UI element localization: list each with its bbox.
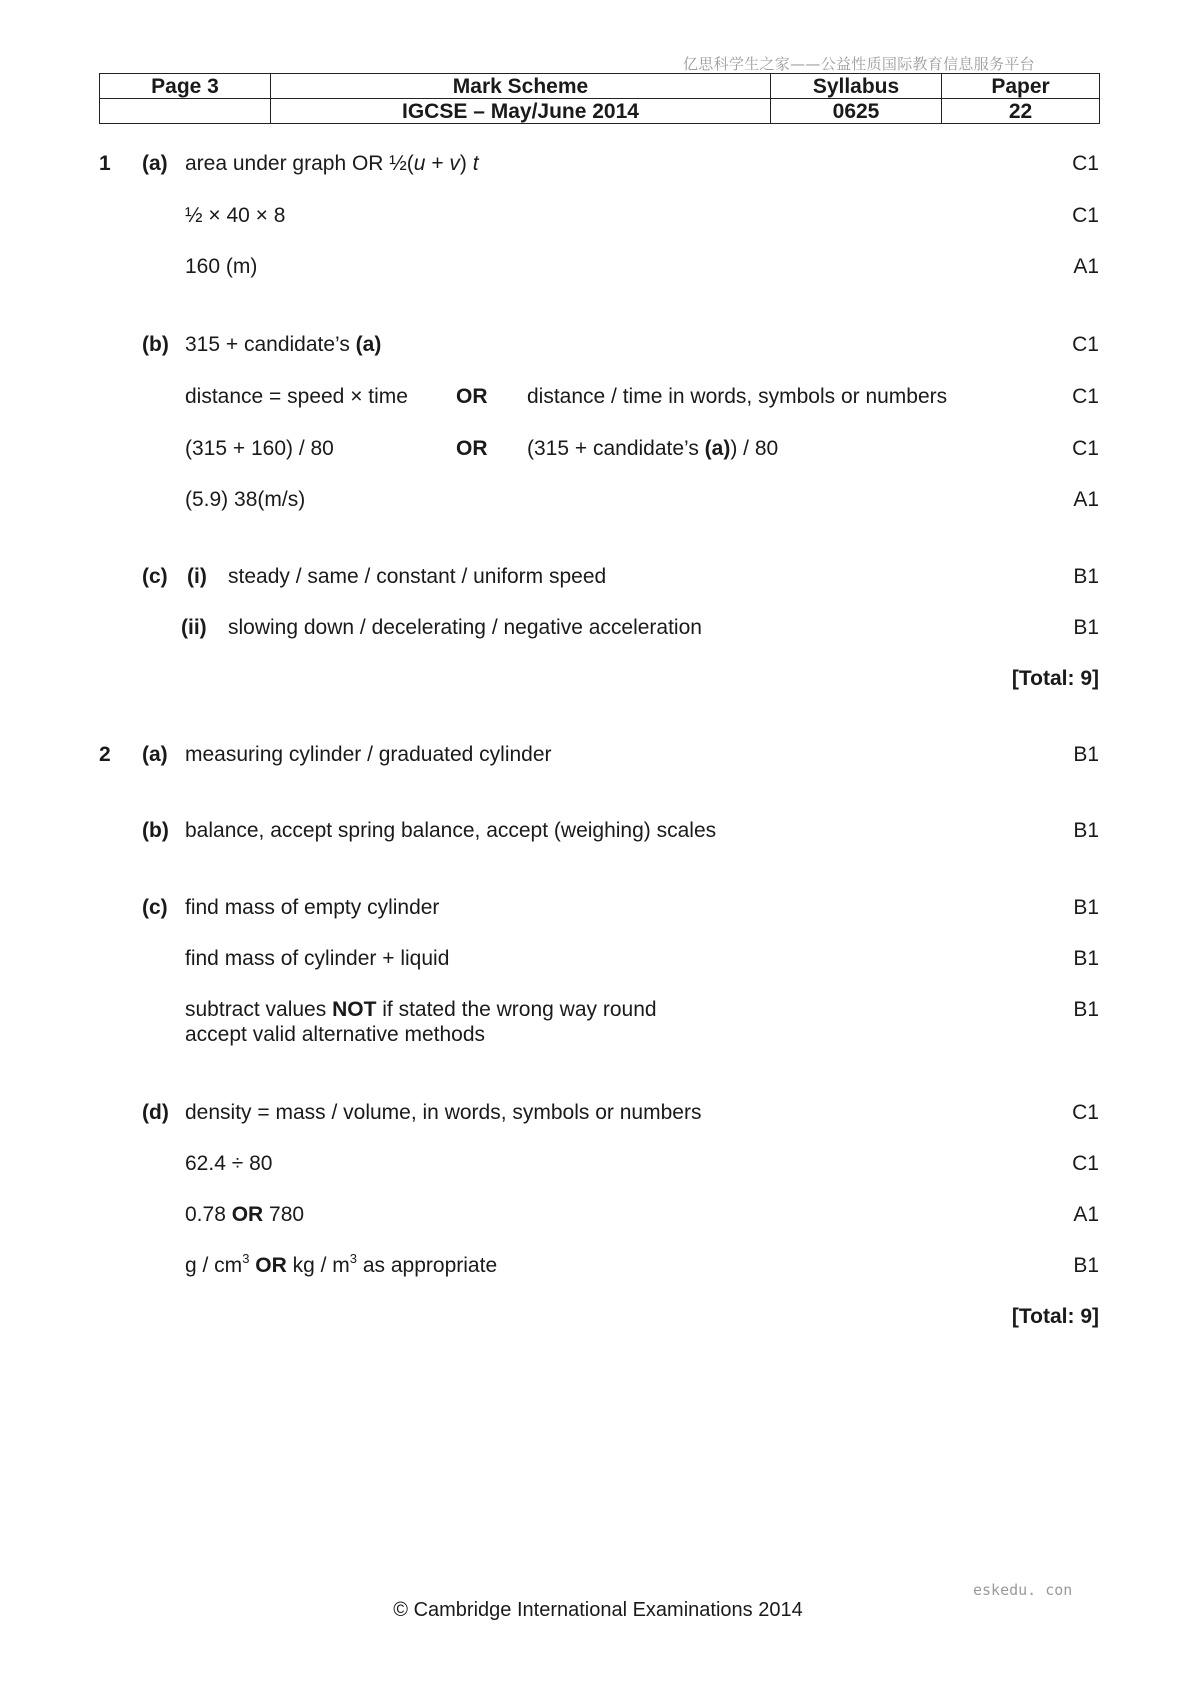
header-syllabus-label: Syllabus (771, 74, 942, 99)
q1a-line1-mark: C1 (1072, 152, 1099, 175)
q2c-line2-mark: B1 (1073, 947, 1099, 970)
q1b-line4: (5.9) 38(m/s) (185, 488, 306, 511)
watermark-bottom: eskedu. con (973, 1581, 1073, 1599)
q2a-label: (a) (142, 743, 168, 766)
question-2-number: 2 (99, 743, 111, 766)
q1c-label: (c) (142, 565, 168, 588)
q2d-line2: 62.4 ÷ 80 (185, 1152, 273, 1175)
q1b-line3-left: (315 + 160) / 80 (185, 437, 334, 460)
q2d-line1-mark: C1 (1072, 1101, 1099, 1124)
q1b-line3-mark: C1 (1072, 437, 1099, 460)
q1b-line3-right: (315 + candidate’s (a)) / 80 (527, 437, 779, 460)
q2-total: [Total: 9] (1011, 1305, 1099, 1328)
header-mark-scheme: Mark Scheme (271, 74, 771, 99)
q2c-line4: accept valid alternative methods (185, 1023, 485, 1046)
header-paper: 22 (942, 99, 1100, 124)
q1c-i-text: steady / same / constant / uniform speed (228, 565, 607, 588)
question-1-number: 1 (99, 152, 111, 175)
q2c-line2: find mass of cylinder + liquid (185, 947, 450, 970)
q2b-label: (b) (142, 819, 169, 842)
q2b-mark: B1 (1073, 819, 1099, 842)
q2b-text: balance, accept spring balance, accept (weighing) scales (185, 819, 717, 842)
q1c-i-mark: B1 (1073, 565, 1099, 588)
header-paper-label: Paper (942, 74, 1100, 99)
q2d-line3: 0.78 OR 780 (185, 1203, 305, 1226)
header-syllabus: 0625 (771, 99, 942, 124)
q1b-line2-right: distance / time in words, symbols or numbers (527, 385, 948, 408)
header-empty-cell (100, 99, 271, 124)
q1b-line1-mark: C1 (1072, 333, 1099, 356)
q1b-label: (b) (142, 333, 169, 356)
q1a-line2: ½ × 40 × 8 (185, 204, 286, 227)
q2c-line3: subtract values NOT if stated the wrong way round (185, 998, 657, 1021)
q1c-ii-label: (ii) (181, 616, 207, 639)
q2c-line3-mark: B1 (1073, 998, 1099, 1021)
q2d-line4: g / $cm^3$ OR kg / $m^3$ as appropriate (185, 1251, 498, 1277)
q1c-i-label: (i) (187, 565, 207, 588)
q1-total: [Total: 9] (1011, 667, 1099, 690)
q1b-line4-mark: A1 (1073, 488, 1099, 511)
q1b-line2-left: distance = speed × time (185, 385, 408, 408)
q2d-line4-mark: B1 (1073, 1254, 1099, 1277)
q2d-line1: density = mass / volume, in words, symbols or numbers (185, 1101, 702, 1124)
q1a-line3: 160 (m) (185, 255, 258, 278)
q1c-ii-mark: B1 (1073, 616, 1099, 639)
q1a-label: (a) (142, 152, 168, 175)
q1b-line3-or: OR (456, 437, 488, 460)
q1a-line2-mark: C1 (1072, 204, 1099, 227)
q2d-line3-mark: A1 (1073, 1203, 1099, 1226)
q1a-line3-mark: A1 (1073, 255, 1099, 278)
q1a-line1: area under graph OR ½(u + v) t (185, 152, 479, 175)
q2c-line1-mark: B1 (1073, 896, 1099, 919)
q2d-label: (d) (142, 1101, 169, 1124)
q1c-ii-text: slowing down / decelerating / negative acceleration (228, 616, 702, 639)
q1b-line2-or: OR (456, 385, 488, 408)
q2a-mark: B1 (1073, 743, 1099, 766)
watermark-top: 亿思科学生之家——公益性质国际教育信息服务平台 (683, 55, 1035, 73)
header-page: Page 3 (100, 74, 271, 99)
q1b-line1: 315 + candidate’s (a) (185, 333, 382, 356)
header-exam: IGCSE – May/June 2014 (271, 99, 771, 124)
footer-copyright: © Cambridge International Examinations 2014 (393, 1599, 803, 1621)
q2c-line1: find mass of empty cylinder (185, 896, 440, 919)
q2c-label: (c) (142, 896, 168, 919)
q1b-line2-mark: C1 (1072, 385, 1099, 408)
q2a-text: measuring cylinder / graduated cylinder (185, 743, 552, 766)
header-table (99, 73, 1100, 124)
q2d-line2-mark: C1 (1072, 1152, 1099, 1175)
